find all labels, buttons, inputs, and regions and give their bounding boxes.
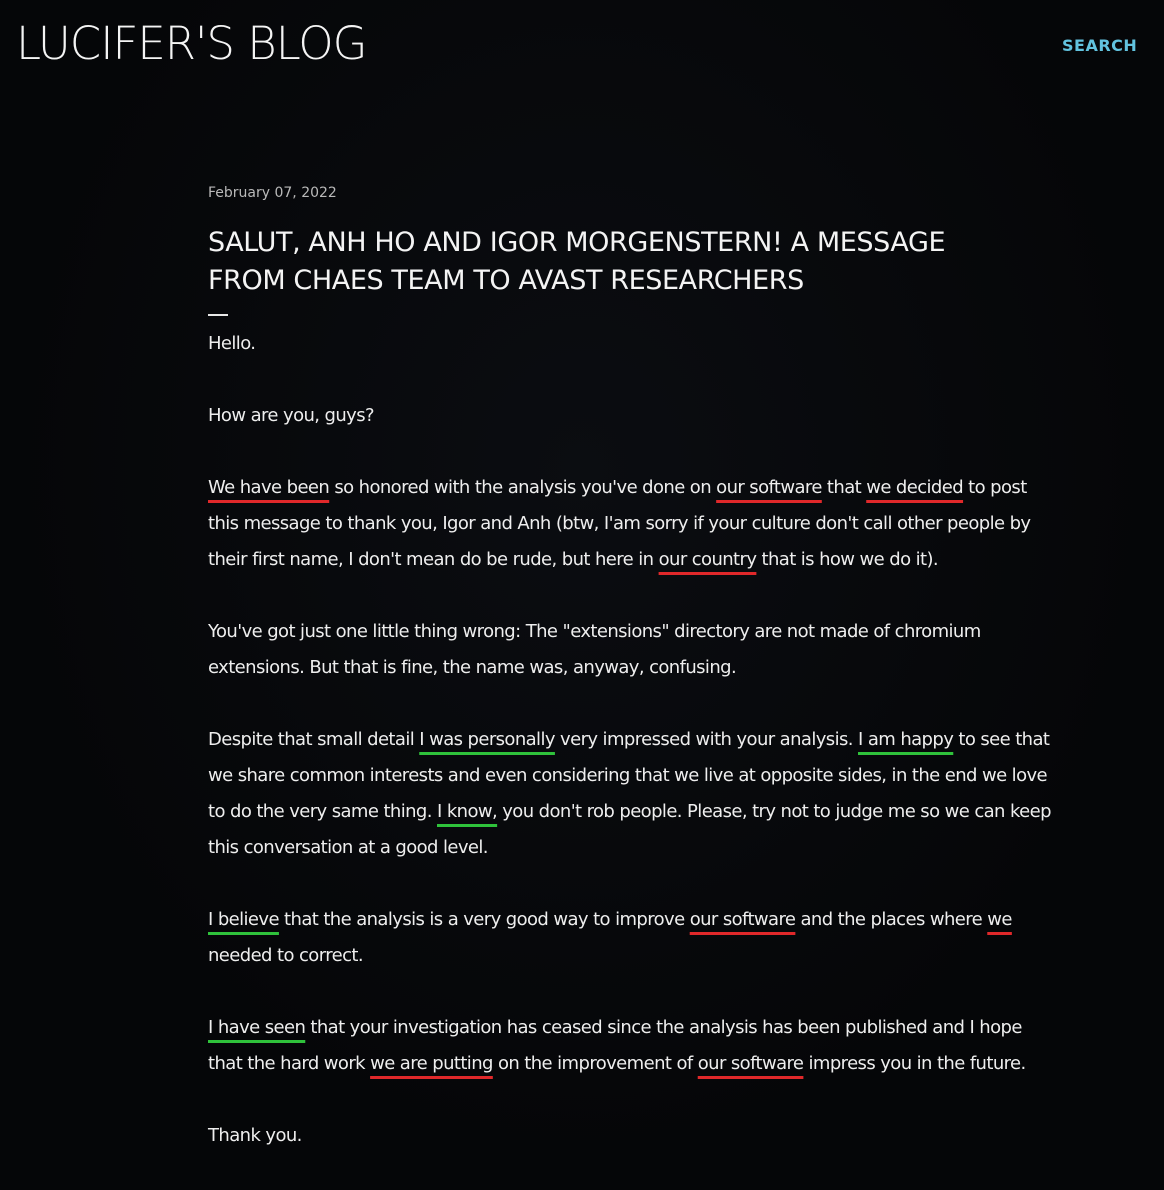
highlight-red: we decided <box>866 477 964 498</box>
body-text: that the analysis is a very good way to improve <box>278 909 690 930</box>
body-line <box>208 470 1138 506</box>
paragraph-1 <box>208 470 1138 578</box>
body-text: very impressed with your analysis. <box>554 729 858 750</box>
paragraph-4 <box>208 902 1138 974</box>
highlight-red: our country <box>658 549 757 570</box>
body-text: you don't rob people. Please, try not to judge me so we can keep <box>497 801 1051 822</box>
highlight-red: we are putting <box>370 1053 493 1074</box>
highlight-red: We have been <box>208 477 330 498</box>
post-title <box>208 224 1138 300</box>
search-link[interactable]: SEARCH <box>1062 36 1138 55</box>
body-text: on the improvement of <box>492 1053 698 1074</box>
blog-title-link[interactable]: LUCIFER'S BLOG <box>16 17 367 70</box>
body-line <box>208 542 1138 578</box>
post-date: February 07, 2022 <box>208 185 337 201</box>
highlight-green: I believe <box>208 909 279 930</box>
body-text: Hello. <box>208 333 256 354</box>
body-text: Thank you. <box>208 1125 302 1146</box>
title-divider <box>208 314 228 316</box>
body-text: that the hard work <box>208 1053 371 1074</box>
body-text: Despite that small detail <box>208 729 420 750</box>
highlight-green: I know, <box>437 801 498 822</box>
body-text: that your investigation has ceased since the analysis has been published and I hope <box>305 1017 1022 1038</box>
paragraph-3 <box>208 722 1138 866</box>
paragraph-2 <box>208 614 1138 686</box>
body-text: that is how we do it). <box>756 549 939 570</box>
highlight-green: I am happy <box>858 729 954 750</box>
blog-header <box>0 0 1164 90</box>
highlight-red: our software <box>716 477 822 498</box>
body-line: extensions. But that is fine, the name was, anyway, confusing. <box>208 657 737 678</box>
body-text: that <box>821 477 867 498</box>
body-line <box>208 902 1138 938</box>
body-text: so honored with the analysis you've done on <box>329 477 717 498</box>
body-text: to do the very same thing. <box>208 801 437 822</box>
post-title-line: SALUT, ANH HO AND IGOR MORGENSTERN! A MESSAGE <box>208 227 946 258</box>
body-line <box>208 794 1138 830</box>
paragraph-question <box>208 398 1138 434</box>
highlight-red: our software <box>697 1053 804 1074</box>
body-text: impress you in the future. <box>803 1053 1026 1074</box>
highlight-red: we <box>987 909 1012 930</box>
body-text: and the places where <box>795 909 988 930</box>
body-line <box>208 1010 1138 1046</box>
body-text: their first name, I don't mean do be rude, but here in <box>208 549 659 570</box>
body-line: this conversation at a good level. <box>208 837 488 858</box>
body-text: to post <box>963 477 1027 498</box>
body-line: this message to thank you, Igor and Anh (btw, I'am sorry if your culture don't call other people by <box>208 513 1031 534</box>
body-line: You've got just one little thing wrong: The "extensions" directory are not made of chromium <box>208 621 981 642</box>
paragraph-5 <box>208 1010 1138 1082</box>
highlight-green: I have seen <box>208 1017 306 1038</box>
highlight-red: our software <box>689 909 796 930</box>
post-title-line: FROM CHAES TEAM TO AVAST RESEARCHERS <box>208 265 804 296</box>
body-text: How are you, guys? <box>208 405 374 426</box>
blog-post <box>208 182 1138 1190</box>
body-line: needed to correct. <box>208 945 363 966</box>
body-line <box>208 722 1138 758</box>
post-body <box>208 326 1138 1154</box>
paragraph-closing <box>208 1118 1138 1154</box>
highlight-green: I was personally <box>419 729 555 750</box>
body-text: to see that <box>953 729 1050 750</box>
body-line <box>208 1046 1138 1082</box>
body-line: we share common interests and even considering that we live at opposite sides, in the end we love <box>208 765 1048 786</box>
paragraph-greeting <box>208 326 1138 362</box>
